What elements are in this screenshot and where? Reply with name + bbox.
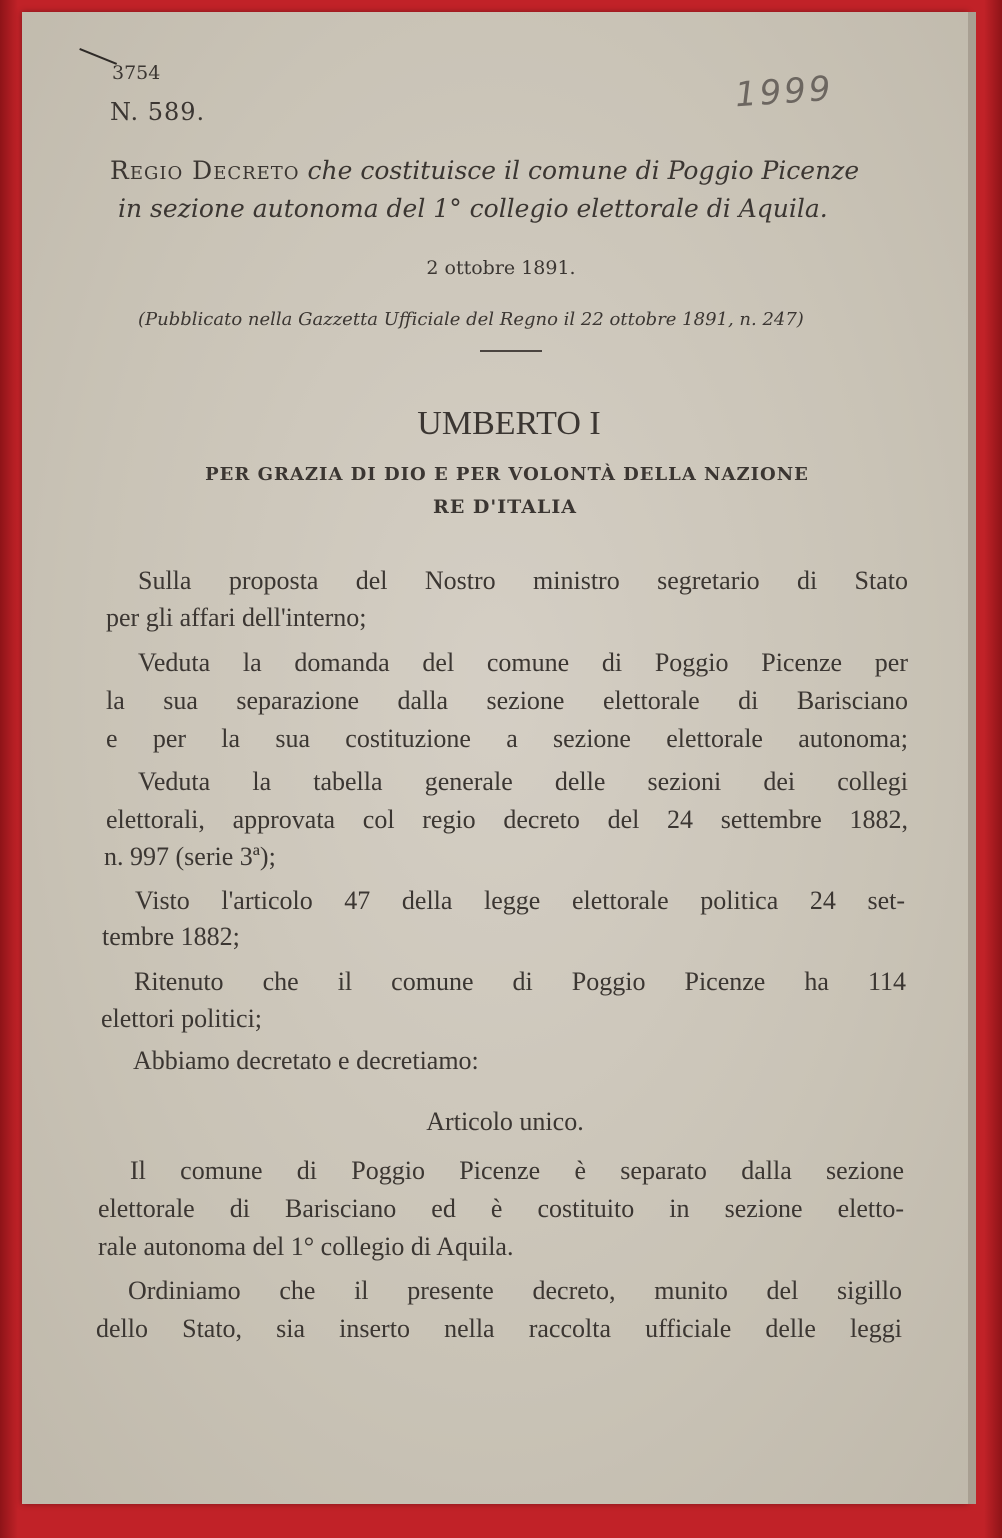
sovereign-title: RE D'ITALIA: [433, 496, 577, 518]
body-line: Veduta la tabella generale delle sezioni dei collegi: [138, 767, 908, 796]
decree-number: N. 589.: [110, 98, 206, 126]
article-line: rale autonoma del 1° collegio di Aquila.: [98, 1232, 514, 1261]
body-line: n. 997 (serie 3ª);: [104, 842, 276, 871]
article-line: dello Stato, sia inserto nella raccolta ufficiale delle leggi: [96, 1314, 902, 1343]
divider-rule: [480, 350, 542, 352]
body-line: e per la sua costituzione a sezione elettorale autonoma;: [106, 724, 908, 753]
handwritten-note: 1999: [733, 68, 835, 116]
article-heading: Articolo unico.: [426, 1107, 584, 1136]
decree-date: 2 ottobre 1891.: [426, 257, 576, 279]
body-line: elettorali, approvata col regio decreto del 24 settembre 1882,: [106, 805, 908, 834]
decree-title-line-2: in sezione autonoma del 1° collegio elettorale di Aquila.: [118, 194, 828, 223]
decree-title-rest: che costituisce il comune di Poggio Picenze: [307, 156, 860, 185]
body-line: tembre 1882;: [102, 922, 240, 951]
body-line: elettori politici;: [101, 1004, 263, 1033]
article-line: Il comune di Poggio Picenze è separato dalla sezione: [130, 1156, 904, 1185]
body-line: Sulla proposta del Nostro ministro segretario di Stato: [138, 566, 908, 595]
page-number: 3754: [112, 62, 161, 84]
body-line: Abbiamo decretato e decretiamo:: [133, 1046, 479, 1075]
body-line: Visto l'articolo 47 della legge elettorale politica 24 set-: [135, 886, 905, 915]
sovereign-name: UMBERTO I: [417, 405, 601, 442]
article-line: Ordiniamo che il presente decreto, munito del sigillo: [128, 1276, 902, 1305]
body-line: la sua separazione dalla sezione elettorale di Barisciano: [106, 686, 908, 715]
decree-title-lead: Regio Decreto: [110, 156, 300, 185]
decree-title-line-1: [110, 156, 859, 185]
body-line: Veduta la domanda del comune di Poggio Picenze per: [138, 648, 908, 677]
body-line: Ritenuto che il comune di Poggio Picenze ha 114: [134, 967, 906, 996]
sovereign-grace: PER GRAZIA DI DIO E PER VOLONTÀ DELLA NAZIONE: [205, 464, 809, 485]
article-line: elettorale di Barisciano ed è costituito in sezione eletto-: [98, 1194, 904, 1223]
publication-note: (Pubblicato nella Gazzetta Ufficiale del Regno il 22 ottobre 1891, n. 247): [138, 309, 804, 330]
body-line: per gli affari dell'interno;: [106, 603, 367, 632]
page-edge: [968, 12, 976, 1504]
